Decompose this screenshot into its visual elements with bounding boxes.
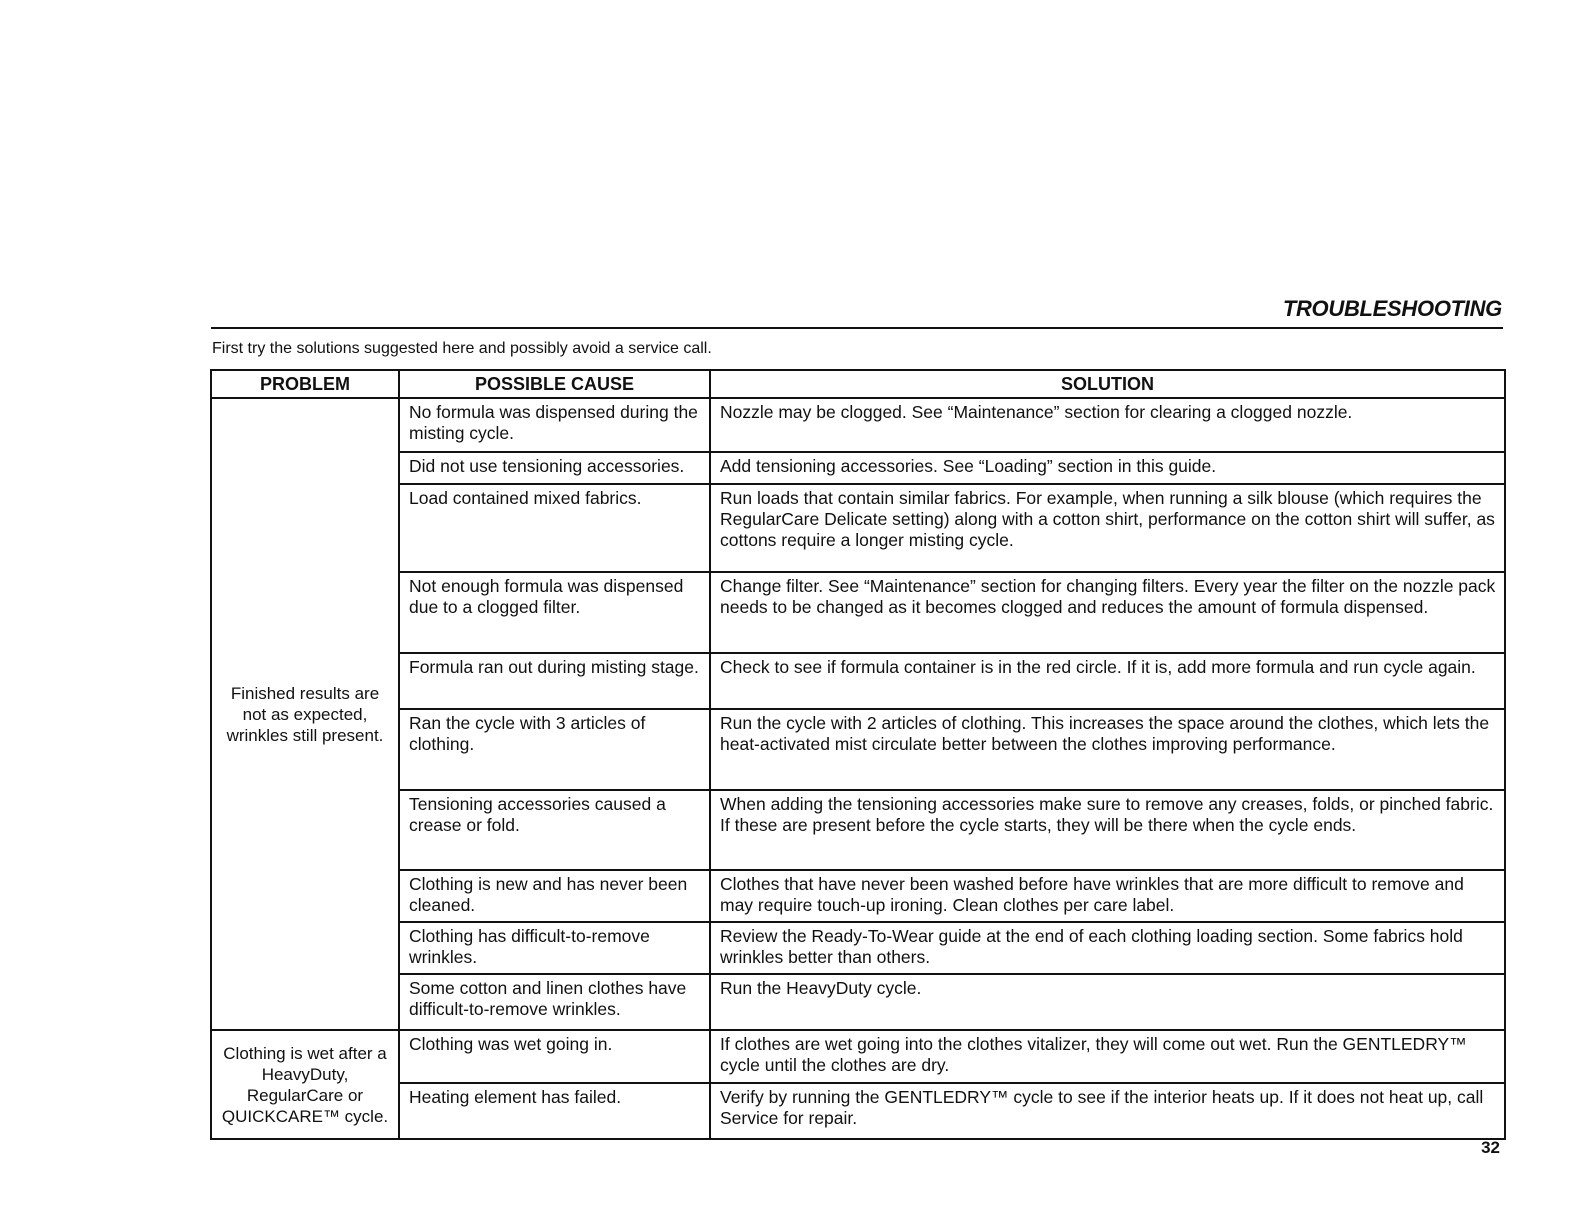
cause-cell: Clothing is new and has never been cleaned.	[399, 870, 710, 922]
cause-cell: Tensioning accessories caused a crease or fold.	[399, 790, 710, 870]
solution-cell: Run the cycle with 2 articles of clothing. This increases the space around the clothes, which lets the heat-activated mist circulate better between the clothes improving performance.	[710, 709, 1505, 790]
solution-cell: Review the Ready-To-Wear guide at the end of each clothing loading section. Some fabrics hold wrinkles better than others.	[710, 922, 1505, 974]
solution-cell: Run loads that contain similar fabrics. For example, when running a silk blouse (which requires the RegularCare Delicate setting) along with a cotton shirt, performance on the cotton shirt will suffer, as cottons require a longer misting cycle.	[710, 484, 1505, 572]
problem-cell: Finished results are not as expected, wrinkles still present.	[211, 398, 399, 1030]
solution-cell: Check to see if formula container is in the red circle. If it is, add more formula and run cycle again.	[710, 653, 1505, 709]
cause-cell: Did not use tensioning accessories.	[399, 452, 710, 484]
solution-cell: Run the HeavyDuty cycle.	[710, 974, 1505, 1030]
solution-cell: Nozzle may be clogged. See “Maintenance” section for clearing a clogged nozzle.	[710, 398, 1505, 452]
table-row	[211, 653, 1505, 709]
solution-cell: Verify by running the GENTLEDRY™ cycle to see if the interior heats up. If it does not heat up, call Service for repair.	[710, 1083, 1505, 1139]
table-row	[211, 1083, 1505, 1139]
cause-cell: Not enough formula was dispensed due to a clogged filter.	[399, 572, 710, 653]
intro-text: First try the solutions suggested here and possibly avoid a service call.	[212, 340, 712, 357]
table-row	[211, 709, 1505, 790]
table-row	[211, 1030, 1505, 1083]
cause-cell: Formula ran out during misting stage.	[399, 653, 710, 709]
cause-cell: Clothing has difficult-to-remove wrinkles.	[399, 922, 710, 974]
column-header-solution: SOLUTION	[710, 370, 1505, 398]
table-row	[211, 870, 1505, 922]
cause-cell: Ran the cycle with 3 articles of clothing.	[399, 709, 710, 790]
cause-cell: Clothing was wet going in.	[399, 1030, 710, 1083]
solution-cell: Clothes that have never been washed before have wrinkles that are more difficult to remove and may require touch-up ironing. Clean clothes per care label.	[710, 870, 1505, 922]
solution-cell: When adding the tensioning accessories make sure to remove any creases, folds, or pinched fabric. If these are present before the cycle starts, they will be there when the cycle ends.	[710, 790, 1505, 870]
table-row	[211, 452, 1505, 484]
cause-cell: Some cotton and linen clothes have difficult-to-remove wrinkles.	[399, 974, 710, 1030]
cause-cell: No formula was dispensed during the misting cycle.	[399, 398, 710, 452]
column-header-possible-cause: POSSIBLE CAUSE	[399, 370, 710, 398]
solution-cell: Change filter. See “Maintenance” section for changing filters. Every year the filter on the nozzle pack needs to be changed as it becomes clogged and reduces the amount of formula dispensed.	[710, 572, 1505, 653]
table-header-row	[211, 370, 1505, 398]
page-number: 32	[1481, 1138, 1500, 1157]
table-row	[211, 484, 1505, 572]
table-row	[211, 974, 1505, 1030]
table-row	[211, 922, 1505, 974]
problem-cell: Clothing is wet after a HeavyDuty, RegularCare or QUICKCARE™ cycle.	[211, 1030, 399, 1139]
section-title: TROUBLESHOOTING	[1282, 296, 1502, 321]
table-row	[211, 398, 1505, 452]
cause-cell: Load contained mixed fabrics.	[399, 484, 710, 572]
table-row	[211, 790, 1505, 870]
column-header-problem: PROBLEM	[211, 370, 399, 398]
solution-cell: If clothes are wet going into the clothes vitalizer, they will come out wet. Run the GENTLEDRY™ cycle until the clothes are dry.	[710, 1030, 1505, 1083]
title-rule	[211, 327, 1503, 329]
solution-cell: Add tensioning accessories. See “Loading” section in this guide.	[710, 452, 1505, 484]
troubleshooting-table	[210, 369, 1506, 1140]
cause-cell: Heating element has failed.	[399, 1083, 710, 1139]
table-row	[211, 572, 1505, 653]
